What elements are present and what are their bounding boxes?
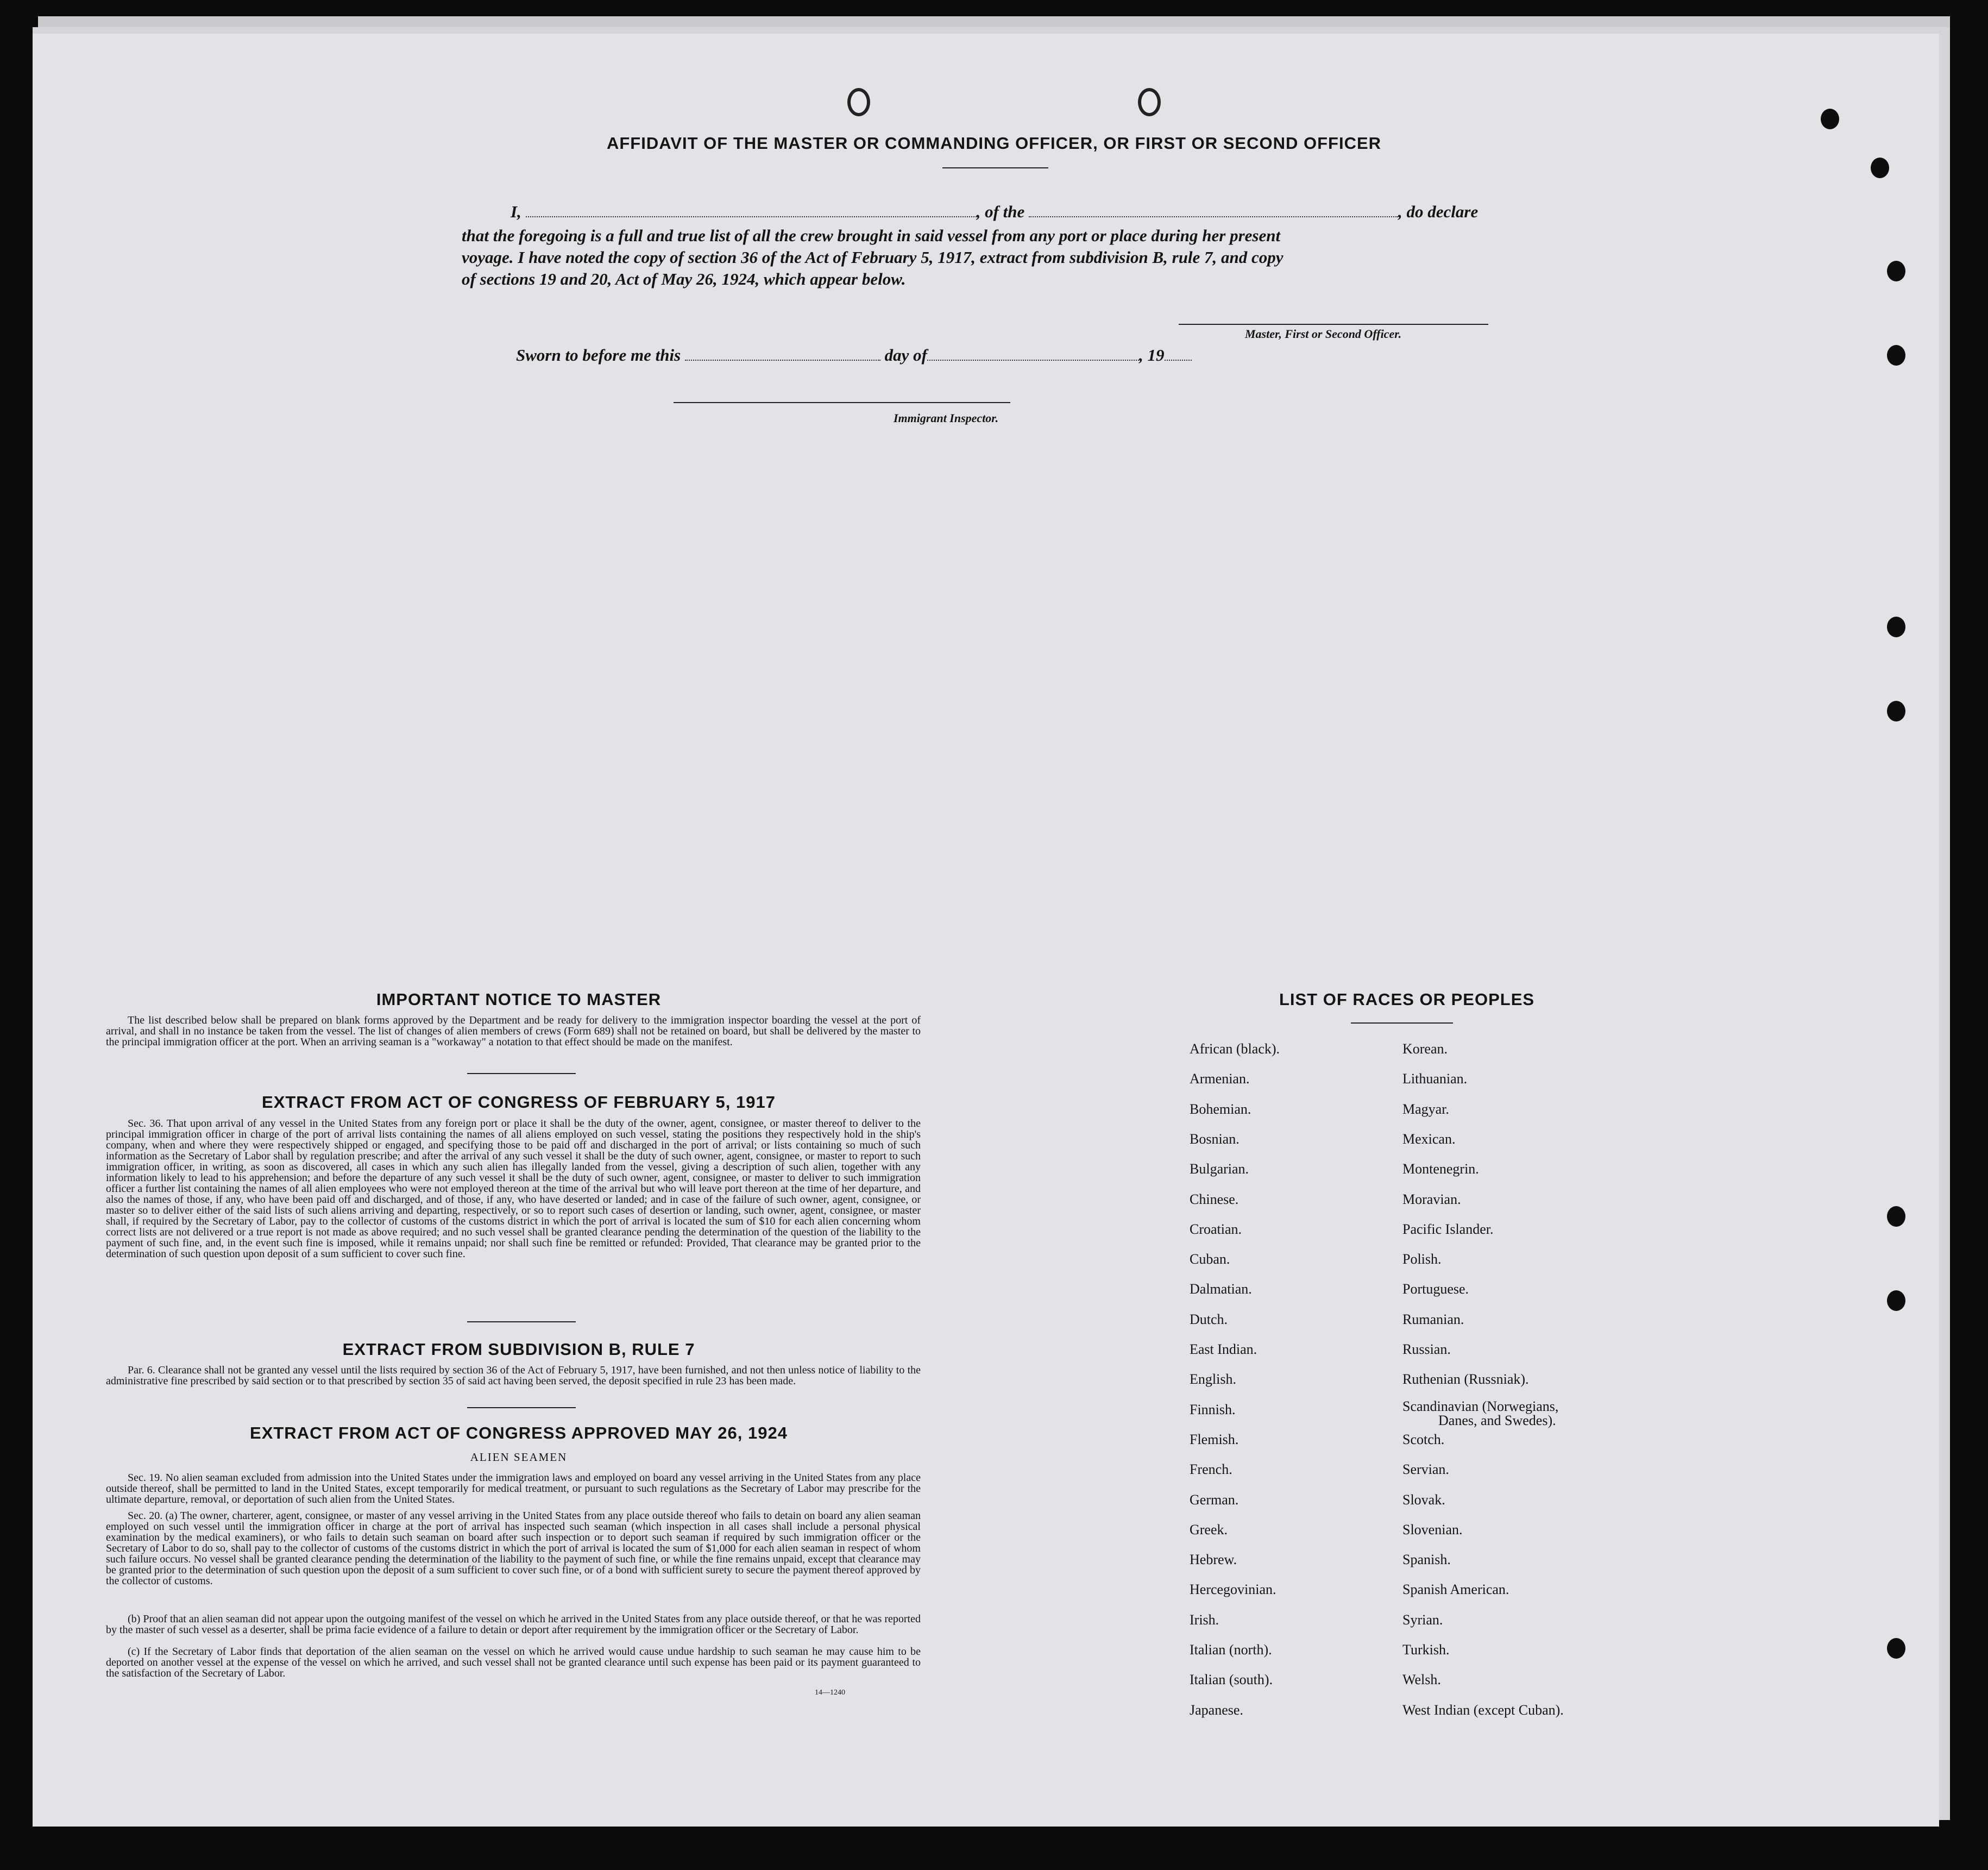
punch-hole bbox=[1887, 1206, 1905, 1227]
race-item: Bosnian. bbox=[1190, 1131, 1240, 1147]
extract-1924-sec20a: Sec. 20. (a) The owner, charterer, agent, consignee, or master of any vessel arriving in the United States from any place outside thereof who fails to detain on board any alien seaman employed on such vessel until the immigration officer in charge at the port of arrival has inspected such seaman (which inspection in all cases shall include a personal physical examination by the medical examiners), or who fails to detain such seaman on board after such inspection or to deport such seaman if required by such immigration officer or the Secretary of Labor to do so, shall pay to the collector of customs of the customs district in which the port of arrival is located the sum of $1,000 for each alien seaman in respect of whom such failure occurs. No vessel shall be granted clearance pending the determination of the liability to the payment of such fine, or while the fine remains unpaid, except that clearance may be granted prior to the determination of such question upon the deposit of a sum sufficient to cover such fine, or of a bond with sufficient surety to secure the payment thereof approved by the collector of customs. bbox=[106, 1510, 921, 1587]
race-item: Cuban. bbox=[1190, 1251, 1230, 1267]
sworn-day-blank[interactable] bbox=[685, 357, 880, 361]
section-divider bbox=[467, 1073, 576, 1074]
master-signature-caption: Master, First or Second Officer. bbox=[1245, 327, 1402, 341]
title-rule bbox=[942, 167, 1048, 168]
affidavit-declare: , do declare bbox=[1398, 202, 1479, 221]
race-item: Greek. bbox=[1190, 1522, 1228, 1538]
race-item: Mexican. bbox=[1402, 1131, 1456, 1147]
race-item: Ruthenian (Russniak). bbox=[1402, 1371, 1529, 1387]
race-item: Syrian. bbox=[1402, 1612, 1443, 1628]
rule-7-text: Par. 6. Clearance shall not be granted any vessel until the lists required by section 36 of the Act of February 5, 1917, have been furnished, and not then unless notice of liability to the administrative fine prescribed by said section or to that prescribed by section 35 of said act having been served, the deposit specified in rule 23 has been made. bbox=[106, 1364, 921, 1387]
punch-hole bbox=[1887, 701, 1905, 721]
affidavit-of-the: , of the bbox=[976, 202, 1025, 221]
race-item: Bohemian. bbox=[1190, 1101, 1251, 1117]
punch-hole bbox=[1821, 109, 1839, 129]
sworn-year-blank[interactable] bbox=[1165, 357, 1192, 361]
master-signature-line[interactable] bbox=[1179, 324, 1488, 325]
extract-1924-sec19: Sec. 19. No alien seaman excluded from admission into the United States under the immigration laws and employed on board any vessel arriving in the United States from any place outside thereof, shall be permitted to land in the United States, except temporarily for medical treatment, or pursuant to such regulations as the Secretary of Labor may prescribe for the ultimate departure, removal, or deportation of such alien from the United States. bbox=[106, 1472, 921, 1505]
race-item: Russian. bbox=[1402, 1341, 1451, 1357]
notice-title: IMPORTANT NOTICE TO MASTER bbox=[376, 990, 662, 1009]
race-item: Chinese. bbox=[1190, 1191, 1239, 1207]
extract-1924-title: EXTRACT FROM ACT OF CONGRESS APPROVED MAY 26, 1924 bbox=[250, 1423, 788, 1442]
extract-1924-sec20c: (c) If the Secretary of Labor finds that deportation of the alien seaman on the vessel on which he arrived would cause undue hardship to such seaman he may cause him to be deported on another vessel at the expense of the vessel on which he arrived, and such vessel shall not be granted clearance until such expense has been paid or its payment guaranteed to the satisfaction of the Secretary of Labor. bbox=[106, 1646, 921, 1679]
inspector-signature-line[interactable] bbox=[674, 402, 1010, 403]
notice-text: The list described below shall be prepared on blank forms approved by the Department and be ready for delivery to the immigration inspector boarding the vessel at the port of arrival, and shall in no instance be taken from the vessel. The list of changes of alien members of crews (Form 689) shall not be retained on board, but shall be delivered by the master to the principal immigration officer at the port. When an arriving seaman is a "workaway" a notation to that effect should be made on the manifest. bbox=[106, 1014, 921, 1048]
extract-1924-sec20b: (b) Proof that an alien seaman did not appear upon the outgoing manifest of the vessel on which he arrived in the United States from any place outside thereof, or that he was reported by the master of such vessel as a deserter, shall be prima facie evidence of a failure to detain or deport after requirement by the immigration officer or the Secretary of Labor. bbox=[106, 1613, 921, 1636]
alien-seamen-subtitle: ALIEN SEAMEN bbox=[470, 1451, 568, 1464]
affidavit-line-3: voyage. I have noted the copy of section 36 of the Act of February 5, 1917, extract from subdivision B, rule 7, and copy bbox=[462, 248, 1284, 267]
section-divider bbox=[467, 1321, 576, 1322]
form-number: 14—1240 bbox=[815, 1689, 845, 1697]
race-item: Italian (north). bbox=[1190, 1642, 1272, 1658]
affidavit-i: I, bbox=[511, 202, 521, 221]
race-item: African (black). bbox=[1190, 1041, 1280, 1057]
race-item: Turkish. bbox=[1402, 1642, 1450, 1658]
affidavit-line-2: that the foregoing is a full and true list of all the crew brought in said vessel from any port or place during her present bbox=[462, 226, 1281, 245]
race-item: Irish. bbox=[1190, 1612, 1219, 1628]
sworn-prefix: Sworn to before me this bbox=[516, 346, 681, 365]
race-item: Finnish. bbox=[1190, 1402, 1236, 1417]
sworn-year: , 19 bbox=[1139, 346, 1165, 365]
name-blank[interactable] bbox=[526, 214, 977, 217]
race-item: Scotch. bbox=[1402, 1432, 1445, 1447]
races-title: LIST OF RACES OR PEOPLES bbox=[1279, 990, 1535, 1009]
race-item: Welsh. bbox=[1402, 1672, 1441, 1687]
section-divider bbox=[467, 1407, 576, 1408]
race-item: Armenian. bbox=[1190, 1071, 1250, 1087]
punch-hole bbox=[1887, 1638, 1905, 1659]
race-item: Servian. bbox=[1402, 1461, 1449, 1477]
race-item: Korean. bbox=[1402, 1041, 1448, 1057]
affidavit-line-1 bbox=[462, 200, 1526, 224]
rule-7-title: EXTRACT FROM SUBDIVISION B, RULE 7 bbox=[342, 1340, 695, 1359]
race-item: Magyar. bbox=[1402, 1101, 1449, 1117]
sworn-day-of: day of bbox=[884, 346, 927, 365]
vessel-blank[interactable] bbox=[1029, 214, 1398, 217]
race-item: French. bbox=[1190, 1461, 1232, 1477]
sworn-month-blank[interactable] bbox=[927, 357, 1139, 361]
race-item: Portuguese. bbox=[1402, 1281, 1469, 1297]
punch-hole bbox=[1887, 261, 1905, 281]
punch-hole bbox=[1887, 345, 1905, 366]
race-item: West Indian (except Cuban). bbox=[1402, 1702, 1564, 1718]
race-item: Spanish American. bbox=[1402, 1582, 1509, 1597]
punch-hole bbox=[1887, 1290, 1905, 1311]
race-item: Pacific Islander. bbox=[1402, 1221, 1494, 1237]
extract-1917-title: EXTRACT FROM ACT OF CONGRESS OF FEBRUARY 5, 1917 bbox=[262, 1093, 776, 1112]
race-item: Hebrew. bbox=[1190, 1552, 1237, 1567]
race-item: Montenegrin. bbox=[1402, 1161, 1479, 1177]
race-item: Slovenian. bbox=[1402, 1522, 1463, 1538]
binder-ring-hole bbox=[1138, 88, 1161, 116]
race-item: Bulgarian. bbox=[1190, 1161, 1249, 1177]
extract-1917-text: Sec. 36. That upon arrival of any vessel in the United States from any foreign port or place it shall be the duty of the owner, agent, consignee, or master thereof to deliver to the principal immigration officer in charge of the port of arrival lists containing the names of all aliens employed on such vessel, stating the positions they respectively hold in the ship's company, when and where they were respectively shipped or engaged, and specifying those to be paid off and discharged in the port of arrival; or lists containing so much of such information as the Secretary of Labor shall by regulation prescribe; and after the arrival of any such vessel it shall be the duty of such owner, agent, consignee, or master to report to such immigration officer, in writing, as soon as discovered, all cases in which any such alien has illegally landed from the vessel, giving a description of such alien, together with any information likely to lead to his apprehension; and before the departure of any such vessel it shall be the duty of such owner, agent, consignee, or master to deliver to such immigration officer a further list containing the names of all alien employees who were not employed thereon at the time of the arrival but who will leave port thereon at the time of her departure, and also the names of those, if any, who have been paid off and discharged, and of those, if any, who have deserted or landed; and in case of the failure of such owner, agent, consignee, or master so to deliver either of the said lists of such aliens arriving and departing, respectively, or so to report such cases of desertion or landing, such owner, agent, consignee, or master shall, if required by the Secretary of Labor, pay to the collector of customs of the customs district in which the port of arrival is located the sum of $10 for each alien concerning whom correct lists are not delivered or a true report is not made as above required; and no such vessel shall be granted clearance pending the determination of the question of the liability to the payment of such fine, and, in the event such fine is imposed, while it remains unpaid; nor shall such fine be remitted or refunded: Provided, That clearance may be granted prior to the determination of such question upon deposit of a sum sufficient to cover such fine. bbox=[106, 1118, 921, 1260]
affidavit-line-4: of sections 19 and 20, Act of May 26, 1924, which appear below. bbox=[462, 269, 906, 288]
race-item: Scandinavian (Norwegians, bbox=[1402, 1398, 1559, 1414]
race-item: Hercegovinian. bbox=[1190, 1582, 1276, 1597]
race-item: Spanish. bbox=[1402, 1552, 1451, 1567]
races-title-rule bbox=[1351, 1022, 1453, 1024]
race-item: Rumanian. bbox=[1402, 1311, 1464, 1327]
race-item: Italian (south). bbox=[1190, 1672, 1273, 1687]
sworn-line bbox=[462, 343, 1526, 367]
punch-hole bbox=[1871, 158, 1889, 178]
race-item: English. bbox=[1190, 1371, 1236, 1387]
inspector-caption: Immigrant Inspector. bbox=[894, 411, 999, 425]
punch-hole bbox=[1887, 617, 1905, 637]
race-item: Moravian. bbox=[1402, 1191, 1461, 1207]
race-item: German. bbox=[1190, 1492, 1239, 1508]
affidavit-title: AFFIDAVIT OF THE MASTER OR COMMANDING OFFICER, OR FIRST OR SECOND OFFICER bbox=[606, 134, 1382, 153]
race-item: Slovak. bbox=[1402, 1492, 1445, 1508]
binder-ring-hole bbox=[847, 88, 870, 116]
race-item: Japanese. bbox=[1190, 1702, 1243, 1718]
race-item: Flemish. bbox=[1190, 1432, 1239, 1447]
race-item: Lithuanian. bbox=[1402, 1071, 1468, 1087]
race-item: East Indian. bbox=[1190, 1341, 1257, 1357]
race-item: Danes, and Swedes). bbox=[1438, 1413, 1556, 1428]
race-item: Polish. bbox=[1402, 1251, 1442, 1267]
race-item: Croatian. bbox=[1190, 1221, 1242, 1237]
race-item: Dutch. bbox=[1190, 1311, 1228, 1327]
race-item: Dalmatian. bbox=[1190, 1281, 1252, 1297]
